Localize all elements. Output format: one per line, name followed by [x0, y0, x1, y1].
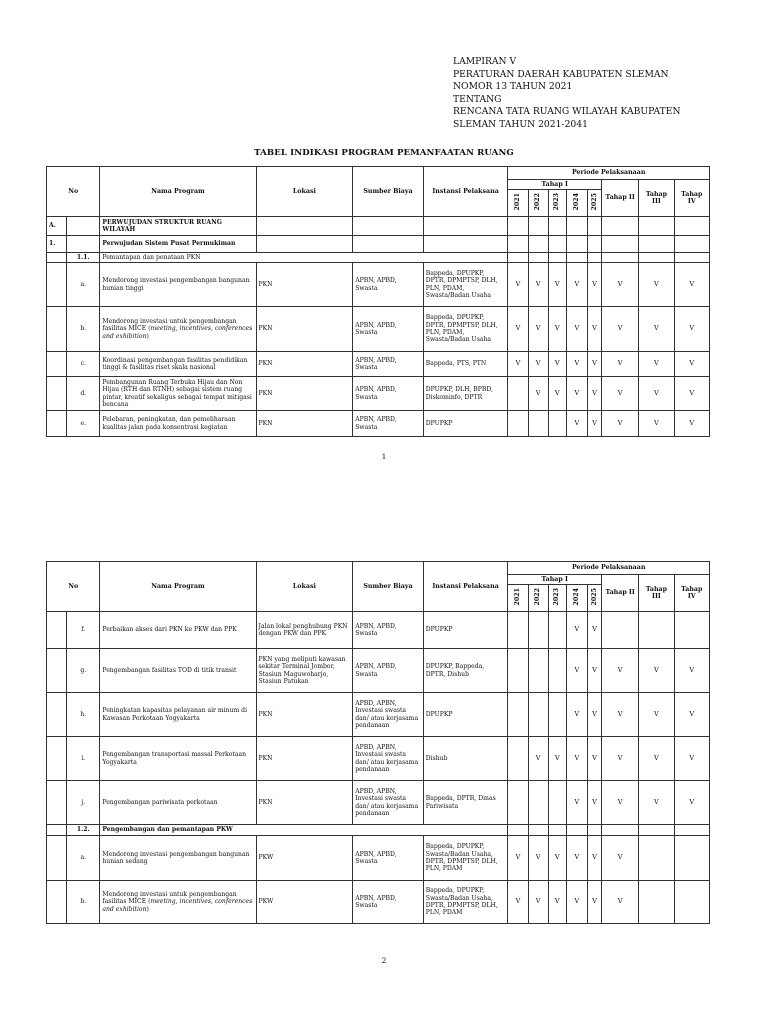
row-spacer	[47, 649, 67, 693]
row-number: e.	[67, 411, 100, 437]
row-spacer	[47, 881, 67, 924]
row-spacer	[47, 781, 67, 825]
program-name	[100, 612, 256, 649]
sumber-biaya-cell: APBN, APBD, Swasta	[353, 352, 424, 377]
program-name	[100, 263, 256, 307]
period-mark: V	[639, 263, 674, 307]
period-mark: V	[674, 307, 709, 352]
period-mark: V	[566, 836, 587, 881]
program-text: Perbaikan akses dari PKN ke PKW dan PPK	[102, 626, 237, 634]
period-mark: V	[508, 352, 528, 377]
period-mark: V	[566, 307, 587, 352]
col-header-year: 2024	[566, 190, 587, 217]
program-row	[47, 612, 710, 649]
tahap-label: Tahap II	[605, 194, 635, 202]
instansi-cell: Bappeda, DPUPKP, DPTR, DPMPTSP, DLH, PLN, PDAM, Swasta/Badan Usaha	[423, 263, 508, 307]
document-title: TABEL INDIKASI PROGRAM PEMANFAATAN RUANG	[254, 148, 514, 158]
header-line: NOMOR 13 TAHUN 2021	[453, 81, 573, 92]
period-mark: V	[639, 377, 674, 411]
instansi-cell: DPUPKP	[423, 693, 508, 737]
period-mark: V	[602, 411, 639, 437]
period-mark: V	[566, 737, 587, 781]
subsection-number: 1.1.	[67, 253, 100, 263]
program-row	[47, 781, 710, 825]
subsection-title: Pengembangan dan pemantapan PKW	[100, 825, 508, 836]
period-mark: V	[566, 612, 587, 649]
period-mark	[528, 649, 548, 693]
document-header	[453, 56, 753, 131]
period-mark: V	[508, 881, 528, 924]
period-mark	[508, 612, 528, 649]
period-mark: V	[674, 377, 709, 411]
header-line: TENTANG	[453, 93, 502, 105]
subsection-title: Pemantapan dan penataan PKN	[100, 253, 508, 263]
program-row	[47, 649, 710, 693]
lokasi-cell: Jalan lokal penghubung PKN dengan PKW dan PPK	[256, 612, 353, 649]
instansi-cell: Bappeda, DPUPKP, Swasta/Badan Usaha, DPTR, DPMPTSP, DLH, PLN, PDAM	[423, 836, 508, 881]
period-mark: V	[548, 836, 566, 881]
sumber-biaya-cell: APBN, APBD, Swasta	[353, 612, 424, 649]
period-mark: V	[528, 352, 548, 377]
program-text-end: )	[146, 332, 149, 340]
period-mark	[674, 836, 709, 881]
row-number: a.	[67, 836, 100, 881]
period-mark: V	[602, 352, 639, 377]
row-number: j.	[67, 781, 100, 825]
program-text: Peningkatan kapasitas pelayanan air minum di Kawasan Perkotaan Yogyakarta	[102, 707, 248, 722]
period-mark	[508, 411, 528, 437]
program-text: Koordinasi pengembangan fasilitas pendidikan tinggi & fasilitas riset skala nasional	[102, 356, 248, 371]
col-header-year: 2025	[587, 190, 601, 217]
lokasi-cell: PKN yang meliputi kawasan sekitar Terminal Jombor, Stasiun Maguwoharjo, Stasiun Patukan	[256, 649, 353, 693]
period-mark: V	[602, 263, 639, 307]
instansi-cell: Bappeda, PTS, PTN	[423, 352, 508, 377]
program-name	[100, 836, 256, 881]
period-mark: V	[674, 737, 709, 781]
period-mark	[508, 737, 528, 781]
period-mark	[602, 612, 639, 649]
row-number: b.	[67, 881, 100, 924]
sumber-biaya-cell: APBD, APBN, Investasi swasta dan/ atau kerjasama pendanaan	[353, 693, 424, 737]
period-mark: V	[602, 307, 639, 352]
program-row	[47, 737, 710, 781]
header-line: SLEMAN TAHUN 2021-2041	[453, 118, 588, 130]
program-name	[100, 411, 256, 437]
period-mark	[528, 781, 548, 825]
program-name	[100, 881, 256, 924]
lokasi-cell: PKN	[256, 307, 353, 352]
col-header-tahap-1: Tahap I	[508, 180, 602, 190]
section-number: A.	[47, 217, 67, 236]
col-header-year: 2022	[528, 585, 548, 612]
period-mark	[528, 693, 548, 737]
tahap-label: Tahap II	[605, 589, 635, 597]
row-spacer	[47, 737, 67, 781]
sumber-biaya-cell: APBN, APBD, Swasta	[353, 411, 424, 437]
instansi-cell: DPUPKP, DLH, BPBD, Diskominfo, DPTR	[423, 377, 508, 411]
col-header-tahap-4	[674, 575, 709, 612]
col-header-sumber-biaya: Sumber Biaya	[353, 562, 424, 612]
lokasi-cell: PKN	[256, 411, 353, 437]
row-spacer	[47, 693, 67, 737]
program-name	[100, 693, 256, 737]
instansi-cell: DPUPKP	[423, 411, 508, 437]
period-mark: V	[587, 781, 601, 825]
program-table-page-2	[46, 561, 710, 924]
program-text: Pengembangan pariwisata perkotaan	[102, 798, 218, 806]
program-text: Mendorong investasi untuk pengembangan fasilitas MICE (	[102, 891, 237, 906]
sumber-biaya-cell: APBN, APBD, Swasta	[353, 836, 424, 881]
period-mark	[548, 693, 566, 737]
col-header-sumber-biaya: Sumber Biaya	[353, 167, 424, 217]
row-spacer	[47, 612, 67, 649]
period-mark: V	[548, 377, 566, 411]
col-header-year: 2023	[548, 585, 566, 612]
col-header-tahap-1: Tahap I	[508, 575, 602, 585]
tahap-label: Tahap IV	[681, 190, 703, 205]
period-mark	[508, 781, 528, 825]
program-name	[100, 781, 256, 825]
instansi-cell: Bappeda, DPUPKP, Swasta/Badan Usaha, DPTR, DPMPTSP, DLH, PLN, PDAM	[423, 881, 508, 924]
tahap-label: Tahap III	[645, 190, 668, 205]
period-mark: V	[528, 836, 548, 881]
col-header-tahap-3	[639, 575, 674, 612]
period-mark: V	[548, 881, 566, 924]
period-mark: V	[528, 377, 548, 411]
period-mark: V	[639, 693, 674, 737]
header-line: LAMPIRAN V	[453, 56, 517, 67]
program-text: Mendorong investasi untuk pengembangan fasilitas MICE (	[102, 318, 237, 333]
col-header-tahap-4	[674, 180, 709, 217]
period-mark: V	[587, 612, 601, 649]
period-mark: V	[566, 649, 587, 693]
period-mark	[548, 781, 566, 825]
program-text-end: )	[146, 905, 149, 913]
period-mark: V	[548, 307, 566, 352]
period-mark	[508, 649, 528, 693]
row-number: a.	[67, 263, 100, 307]
period-mark: V	[674, 693, 709, 737]
col-header-periode: Periode Pelaksanaan	[508, 562, 710, 575]
header-line: PERATURAN DAERAH KABUPATEN SLEMAN	[453, 68, 669, 80]
period-mark: V	[602, 737, 639, 781]
subsection-number: 1.2.	[67, 825, 100, 836]
sumber-biaya-cell: APBN, APBD, Swasta	[353, 263, 424, 307]
period-mark: V	[602, 649, 639, 693]
program-text-italic: meeting, incentives, conferences and exhibition	[102, 898, 253, 913]
col-header-tahap-2	[602, 180, 639, 217]
period-mark: V	[639, 649, 674, 693]
period-mark: V	[674, 352, 709, 377]
col-header-no: No	[47, 167, 100, 217]
period-mark: V	[508, 307, 528, 352]
sumber-biaya-cell: APBN, APBD, Swasta	[353, 649, 424, 693]
period-mark: V	[587, 881, 601, 924]
instansi-cell: DPUPKP	[423, 612, 508, 649]
lokasi-cell: PKW	[256, 836, 353, 881]
lokasi-cell: PKN	[256, 693, 353, 737]
lokasi-cell: PKN	[256, 377, 353, 411]
period-mark: V	[528, 737, 548, 781]
row-spacer	[47, 377, 67, 411]
program-row	[47, 411, 710, 437]
program-row	[47, 377, 710, 411]
row-spacer	[47, 263, 67, 307]
lokasi-cell: PKN	[256, 352, 353, 377]
program-name	[100, 352, 256, 377]
period-mark: V	[674, 649, 709, 693]
program-row	[47, 352, 710, 377]
program-row	[47, 693, 710, 737]
lokasi-cell: PKW	[256, 881, 353, 924]
program-text: Pengembangan fasilitas TOD di titik transit	[102, 666, 237, 674]
row-number: i.	[67, 737, 100, 781]
row-spacer	[47, 411, 67, 437]
period-mark: V	[548, 352, 566, 377]
program-row	[47, 881, 710, 924]
program-table-page-1	[46, 166, 710, 437]
period-mark: V	[566, 377, 587, 411]
tahap-label: Tahap III	[645, 585, 668, 600]
period-mark: V	[602, 693, 639, 737]
section-title: PERWUJUDAN STRUKTUR RUANG WILAYAH	[100, 217, 256, 236]
period-mark	[508, 377, 528, 411]
program-name	[100, 307, 256, 352]
tahap-label: Tahap IV	[681, 585, 703, 600]
section-number: 1.	[47, 236, 67, 253]
program-text-italic: meeting, incentives, conferences and exhibition	[102, 325, 253, 340]
row-number: c.	[67, 352, 100, 377]
col-header-year: 2025	[587, 585, 601, 612]
lokasi-cell: PKN	[256, 737, 353, 781]
section-title: Perwujudan Sistem Pusat Permukiman	[100, 236, 256, 253]
period-mark: V	[602, 836, 639, 881]
sumber-biaya-cell: APBN, APBD, Swasta	[353, 881, 424, 924]
period-mark: V	[587, 649, 601, 693]
period-mark	[639, 612, 674, 649]
col-header-lokasi: Lokasi	[256, 167, 353, 217]
program-name	[100, 377, 256, 411]
program-row	[47, 836, 710, 881]
header-line: RENCANA TATA RUANG WILAYAH KABUPATEN	[453, 106, 681, 117]
period-mark: V	[528, 881, 548, 924]
lokasi-cell: PKN	[256, 781, 353, 825]
period-mark: V	[528, 307, 548, 352]
period-mark	[508, 693, 528, 737]
program-text: Pembangunan Ruang Terbuka Hijau dan Non Hijau (RTH dan RTNH) sebagai sistem ruang pintar, kreatif sekaligus sebagai tempat mitigasi bencana	[102, 378, 252, 408]
row-spacer	[47, 307, 67, 352]
period-mark	[674, 881, 709, 924]
period-mark: V	[528, 263, 548, 307]
row-spacer	[47, 352, 67, 377]
period-mark: V	[674, 781, 709, 825]
col-header-periode: Periode Pelaksanaan	[508, 167, 710, 180]
period-mark: V	[587, 411, 601, 437]
col-header-year: 2021	[508, 190, 528, 217]
sumber-biaya-cell: APBD, APBN, Investasi swasta dan/ atau kerjasama pendanaan	[353, 781, 424, 825]
instansi-cell: Dishub	[423, 737, 508, 781]
program-row	[47, 263, 710, 307]
row-number: g.	[67, 649, 100, 693]
page-number: 1	[381, 452, 387, 461]
period-mark: V	[508, 836, 528, 881]
sumber-biaya-cell: APBD, APBN, Investasi swasta dan/ atau kerjasama pendanaan	[353, 737, 424, 781]
period-mark: V	[587, 307, 601, 352]
period-mark	[639, 836, 674, 881]
period-mark: V	[602, 781, 639, 825]
period-mark: V	[674, 263, 709, 307]
period-mark	[548, 649, 566, 693]
period-mark: V	[587, 263, 601, 307]
col-header-instansi: Instansi Pelaksana	[423, 562, 508, 612]
subsection-row	[47, 253, 710, 263]
period-mark: V	[639, 307, 674, 352]
period-mark	[528, 411, 548, 437]
col-header-program: Nama Program	[100, 562, 256, 612]
period-mark: V	[602, 881, 639, 924]
col-header-no: No	[47, 562, 100, 612]
section-row	[47, 236, 710, 253]
period-mark: V	[566, 881, 587, 924]
period-mark	[528, 612, 548, 649]
period-mark	[548, 612, 566, 649]
period-mark	[548, 411, 566, 437]
program-name	[100, 737, 256, 781]
period-mark: V	[566, 411, 587, 437]
instansi-cell: Bappeda, DPTR, Dinas Pariwisata	[423, 781, 508, 825]
period-mark: V	[587, 352, 601, 377]
row-number: b.	[67, 307, 100, 352]
period-mark: V	[548, 737, 566, 781]
row-number: d.	[67, 377, 100, 411]
col-header-lokasi: Lokasi	[256, 562, 353, 612]
period-mark: V	[587, 836, 601, 881]
program-text: Mendorong investasi pengembangan bangunan hunian tinggi	[102, 277, 250, 292]
sumber-biaya-cell: APBN, APBD, Swasta	[353, 377, 424, 411]
sumber-biaya-cell: APBN, APBD, Swasta	[353, 307, 424, 352]
program-row	[47, 307, 710, 352]
period-mark: V	[566, 352, 587, 377]
period-mark: V	[639, 411, 674, 437]
section-row	[47, 217, 710, 236]
row-number: h.	[67, 693, 100, 737]
period-mark: V	[587, 693, 601, 737]
period-mark: V	[674, 411, 709, 437]
row-spacer	[47, 836, 67, 881]
col-header-year: 2023	[548, 190, 566, 217]
period-mark: V	[639, 352, 674, 377]
col-header-year: 2022	[528, 190, 548, 217]
program-text: Pengembangan transportasi massal Perkotaan Yogyakarta	[102, 751, 247, 766]
period-mark: V	[639, 781, 674, 825]
period-mark: V	[587, 377, 601, 411]
instansi-cell: DPUPKP, Bappeda, DPTR, Dishub	[423, 649, 508, 693]
col-header-instansi: Instansi Pelaksana	[423, 167, 508, 217]
period-mark: V	[548, 263, 566, 307]
program-name	[100, 649, 256, 693]
period-mark: V	[587, 737, 601, 781]
program-text: Mendorong investasi pengembangan bangunan hunian sedang	[102, 850, 250, 865]
col-header-tahap-3	[639, 180, 674, 217]
row-number: f.	[67, 612, 100, 649]
subsection-row	[47, 825, 710, 836]
period-mark: V	[508, 263, 528, 307]
lokasi-cell: PKN	[256, 263, 353, 307]
col-header-year: 2024	[566, 585, 587, 612]
col-header-program: Nama Program	[100, 167, 256, 217]
page-number: 2	[381, 956, 387, 965]
period-mark	[674, 612, 709, 649]
period-mark	[639, 881, 674, 924]
col-header-year: 2021	[508, 585, 528, 612]
period-mark: V	[566, 781, 587, 825]
period-mark: V	[566, 693, 587, 737]
period-mark: V	[602, 377, 639, 411]
period-mark: V	[639, 737, 674, 781]
program-text: Pelebaran, peningkatan, dan pemeliharaan kualitas jalan pada konsentrasi kegiatan	[102, 416, 236, 431]
col-header-tahap-2	[602, 575, 639, 612]
instansi-cell: Bappeda, DPUPKP, DPTR, DPMPTSP, DLH, PLN, PDAM, Swasta/Badan Usaha	[423, 307, 508, 352]
period-mark: V	[566, 263, 587, 307]
